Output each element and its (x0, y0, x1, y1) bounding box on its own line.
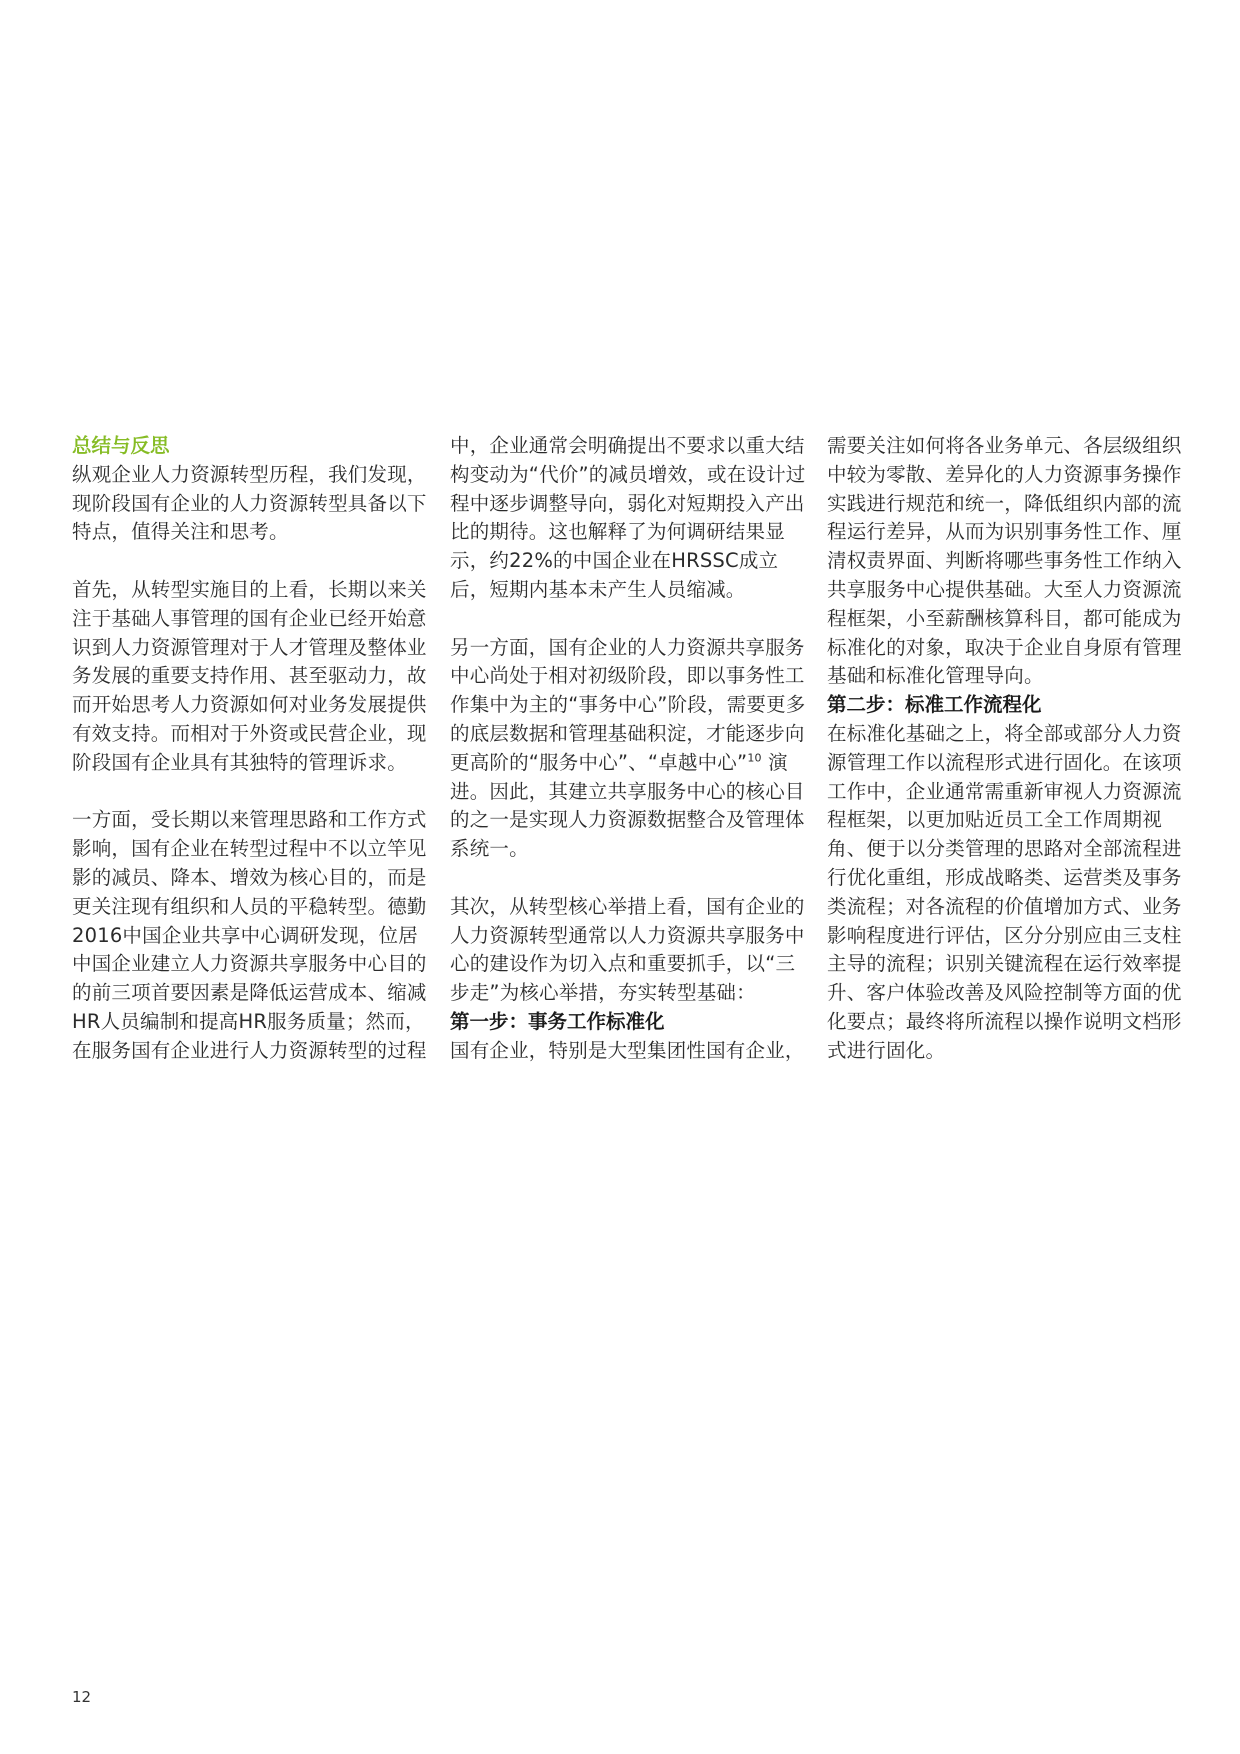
paragraph: 中，企业通常会明确提出不要求以重大结构变动为“代价”的减员增效，或在设计过程中逐步调整导向，弱化对短期投入产出比的期待。这也解释了为何调研结果显示，约22%的中国企业在HRSSC成立后，短期内基本未产生人员缩减。 (450, 434, 806, 601)
step-2-heading: 第二步：标准工作流程化 (827, 693, 1042, 717)
page-number: 12 (72, 1688, 92, 1706)
paragraph: 首先，从转型实施目的上看，长期以来关注于基础人事管理的国有企业已经开始意识到人力资源管理对于人才管理及整体业务发展的重要支持作用、甚至驱动力，故而开始思考人力资源如何对业务发展提供有效支持。而相对于外资或民营企业，现阶段国有企业具有其独特的管理诉求。 (72, 577, 427, 774)
paragraph: 一方面，受长期以来管理思路和工作方式影响，国有企业在转型过程中不以立竿见影的减员、降本、增效为核心目的，而是更关注现有组织和人员的平稳转型。德勤2016中国企业共享中心调研发现，位居中国企业建立人力资源共享服务中心目的的前三项首要因素是降低运营成本、缩减HR人员编制和提高HR服务质量；然而，在服务国有企业进行人力资源转型的过程 (72, 808, 427, 1062)
section-heading-summary: 总结与反思 (72, 434, 170, 457)
text-column-3 (827, 432, 1183, 1066)
text-column-1 (72, 432, 428, 1066)
paragraph-text: 另一方面，国有企业的人力资源共享服务中心尚处于相对初级阶段，即以事务性工作集中为主的“事务中心”阶段，需要更多的底层数据和管理基础积淀，才能逐步向更高阶的“服务中心”、“卓越中心” (450, 635, 806, 774)
paragraph (450, 634, 806, 864)
footnote-reference: 10 (747, 751, 762, 765)
paragraph: 其次，从转型核心举措上看，国有企业的人力资源转型通常以人力资源共享服务中心的建设作为切入点和重要抓手，以“三步走”为核心举措，夯实转型基础： (450, 894, 805, 1005)
step-1-heading: 第一步：事务工作标准化 (450, 1009, 665, 1033)
paragraph: 需要关注如何将各业务单元、各层级组织中较为零散、差异化的人力资源事务操作实践进行规范和统一，降低组织内部的流程运行差异，从而为识别事务性工作、厘清权责界面、判断将哪些事务性工作纳入共享服务中心提供基础。大至人力资源流程框架，小至薪酬核算科目，都可能成为标准化的对象，取决于企业自身原有管理基础和标准化管理导向。 (827, 434, 1182, 688)
paragraph: 纵观企业人力资源转型历程，我们发现，现阶段国有企业的人力资源转型具备以下特点，值得关注和思考。 (72, 462, 427, 544)
text-column-2 (450, 432, 806, 1066)
paragraph: 国有企业，特别是大型集团性国有企业， (450, 1038, 805, 1062)
paragraph-text: 演进。因此，其建立共享服务中心的核心目的之一是实现人力资源数据整合及管理体系统一。 (450, 750, 805, 861)
paragraph: 在标准化基础之上，将全部或部分人力资源管理工作以流程形式进行固化。在该项工作中，企业通常需重新审视人力资源流程框架，以更加贴近员工全工作周期视角、便于以分类管理的思路对全部流程进行优化重组，形成战略类、运营类及事务类流程；对各流程的价值增加方式、业务影响程度进行评估，区分分别应由三支柱主导的流程；识别关键流程在运行效率提升、客户体验改善及风险控制等方面的优化要点；最终将所流程以操作说明文档形式进行固化。 (827, 721, 1182, 1062)
